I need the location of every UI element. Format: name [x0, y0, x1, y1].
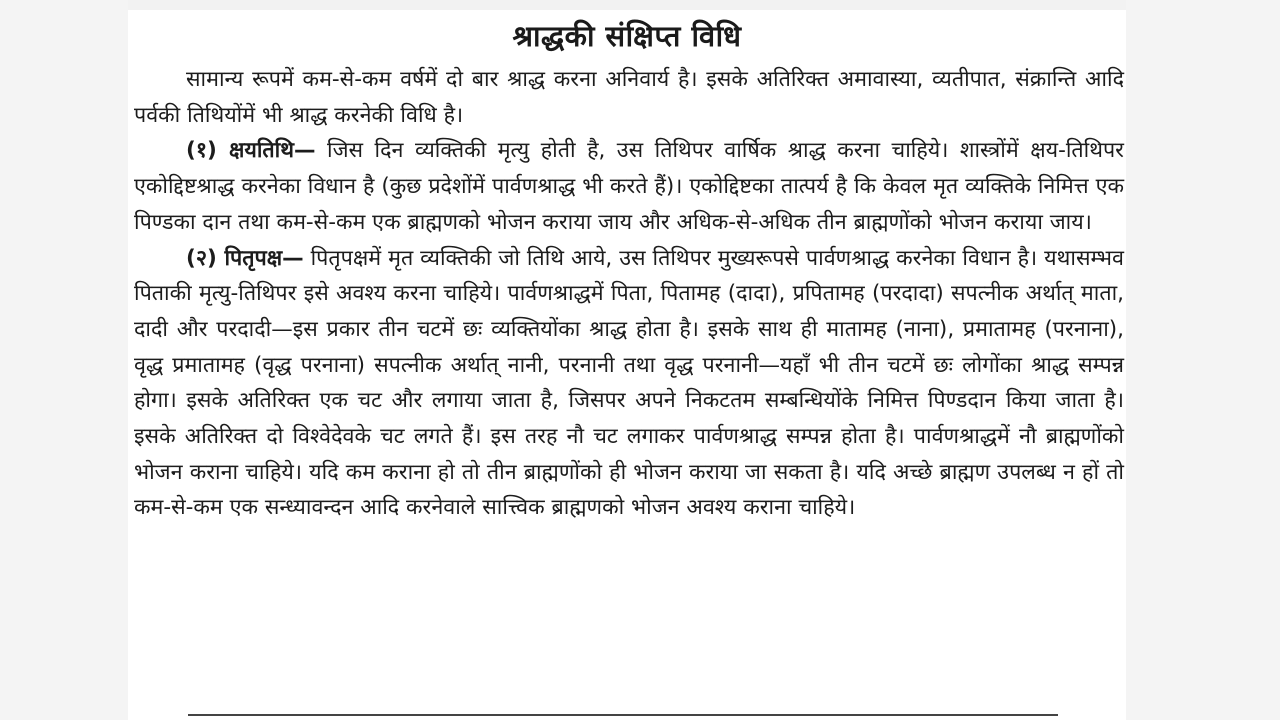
section-heading: (१) क्षयतिथि—	[186, 138, 316, 164]
section-heading: (२) पितृपक्ष—	[186, 245, 304, 271]
section-paragraph-pitripaksha	[134, 241, 1124, 527]
section-text: पितृपक्षमें मृत व्यक्तिकी जो तिथि आये, उस तिथिपर मुख्यरूपसे पार्वणश्राद्ध करनेका विधान है। यथासम्भव पिताकी मृत्यु-तिथिपर इसे अवश्य करना चाहिये। पार्वणश्राद्धमें पिता, पितामह (दादा), प्रपितामह (परदादा) सपत्नीक अर्थात् माता, दादी और परदादी—इस प्रकार तीन चटमें छः व्यक्तियोंका श्राद्ध होता है। इसके साथ ही मातामह (नाना), प्रमातामह (परनाना), वृद्ध प्रमातामह (वृद्ध परनाना) सपत्नीक अर्थात् नानी, परनानी तथा वृद्ध परनानी—यहाँ भी तीन चटमें छः लोगोंका श्राद्ध सम्पन्न होगा। इसके अतिरिक्त एक चट और लगाया जाता है, जिसपर अपने निकटतम सम्बन्धियोंके निमित्त पिण्डदान किया जाता है। इसके अतिरिक्त दो विश्वेदेवके चट लगते हैं। इस तरह नौ चट लगाकर पार्वणश्राद्ध सम्पन्न होता है। पार्वणश्राद्धमें नौ ब्राह्मणोंको भोजन कराना चाहिये। यदि कम कराना हो तो तीन ब्राह्मणोंको ही भोजन कराया जा सकता है। यदि अच्छे ब्राह्मण उपलब्ध न हों तो कम-से-कम एक सन्ध्यावन्दन आदि करनेवाले सात्त्विक ब्राह्मणको भोजन अवश्य कराना चाहिये।	[134, 245, 1125, 521]
intro-paragraph: सामान्य रूपमें कम-से-कम वर्षमें दो बार श्राद्ध करना अनिवार्य है। इसके अतिरिक्त अमावास्या, व्यतीपात, संक्रान्ति आदि पर्वकी तिथियोंमें भी श्राद्ध करनेकी विधि है।	[134, 67, 1124, 128]
document-body	[134, 62, 1124, 526]
document-page	[128, 10, 1126, 720]
section-paragraph-kshayatithi	[134, 133, 1124, 240]
section-text: जिस दिन व्यक्तिकी मृत्यु होती है, उस तिथिपर वार्षिक श्राद्ध करना चाहिये। शास्त्रोंमें क्षय-तिथिपर एकोद्दिष्टश्राद्ध करनेका विधान है (कुछ प्रदेशोंमें पार्वणश्राद्ध भी करते हैं)। एकोद्दिष्टका तात्पर्य है कि केवल मृत व्यक्तिके निमित्त एक पिण्डका दान तथा कम-से-कम एक ब्राह्मणको भोजन कराया जाय और अधिक-से-अधिक तीन ब्राह्मणोंको भोजन कराया जाय।	[134, 138, 1124, 235]
page-title: श्राद्धकी संक्षिप्त विधि	[512, 19, 742, 53]
left-margin	[0, 0, 128, 720]
right-margin	[1126, 0, 1280, 720]
bottom-rule	[188, 714, 1058, 716]
